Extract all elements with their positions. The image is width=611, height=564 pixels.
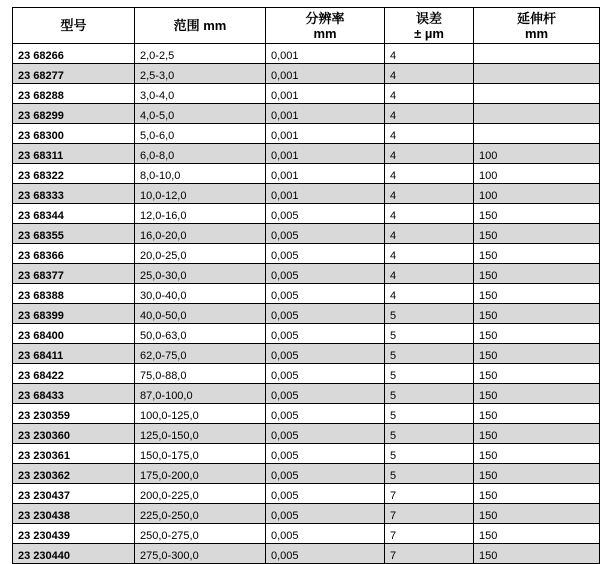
range-cell: 16,0-20,0 xyxy=(135,224,266,244)
model-cell: 23 68344 xyxy=(13,204,135,224)
range-cell: 40,0-50,0 xyxy=(135,304,266,324)
range-cell: 8,0-10,0 xyxy=(135,164,266,184)
header-resolution-label: 分辨率 xyxy=(305,10,345,26)
model-cell: 23 68422 xyxy=(13,364,135,384)
table-row xyxy=(13,284,600,304)
resolution-cell: 0,005 xyxy=(266,344,385,364)
extension-rod-cell: 150 xyxy=(474,464,600,484)
range-cell: 200,0-225,0 xyxy=(135,484,266,504)
model-cell: 23 68266 xyxy=(13,44,135,64)
extension-rod-cell: 150 xyxy=(474,484,600,504)
table-row xyxy=(13,324,600,344)
error-cell: 4 xyxy=(385,124,474,144)
resolution-cell: 0,001 xyxy=(266,124,385,144)
error-cell: 7 xyxy=(385,484,474,504)
table-row xyxy=(13,364,600,384)
model-cell: 23 230439 xyxy=(13,524,135,544)
error-cell: 7 xyxy=(385,504,474,524)
error-cell: 5 xyxy=(385,424,474,444)
header-error-unit: ± µm xyxy=(414,25,444,41)
resolution-cell: 0,005 xyxy=(266,384,385,404)
model-cell: 23 68388 xyxy=(13,284,135,304)
error-cell: 7 xyxy=(385,524,474,544)
error-cell: 4 xyxy=(385,204,474,224)
extension-rod-cell: 100 xyxy=(474,164,600,184)
model-cell: 23 230359 xyxy=(13,404,135,424)
model-cell: 23 68277 xyxy=(13,64,135,84)
error-cell: 5 xyxy=(385,464,474,484)
table-row xyxy=(13,444,600,464)
resolution-cell: 0,001 xyxy=(266,44,385,64)
model-cell: 23 68411 xyxy=(13,344,135,364)
error-cell: 4 xyxy=(385,104,474,124)
extension-rod-cell: 150 xyxy=(474,384,600,404)
error-cell: 4 xyxy=(385,264,474,284)
model-cell: 23 68333 xyxy=(13,184,135,204)
table-body xyxy=(13,44,600,564)
extension-rod-cell: 150 xyxy=(474,224,600,244)
extension-rod-cell: 150 xyxy=(474,344,600,364)
resolution-cell: 0,005 xyxy=(266,504,385,524)
table-row xyxy=(13,224,600,244)
resolution-cell: 0,005 xyxy=(266,484,385,504)
resolution-cell: 0,005 xyxy=(266,284,385,304)
header-model-label: 型号 xyxy=(60,18,87,33)
extension-rod-cell xyxy=(474,84,600,104)
error-cell: 5 xyxy=(385,444,474,464)
error-cell: 4 xyxy=(385,164,474,184)
range-cell: 3,0-4,0 xyxy=(135,84,266,104)
resolution-cell: 0,005 xyxy=(266,404,385,424)
table-row xyxy=(13,504,600,524)
model-cell: 23 230361 xyxy=(13,444,135,464)
resolution-cell: 0,005 xyxy=(266,464,385,484)
model-cell: 23 68311 xyxy=(13,144,135,164)
extension-rod-cell: 150 xyxy=(474,504,600,524)
range-cell: 250,0-275,0 xyxy=(135,524,266,544)
error-cell: 4 xyxy=(385,44,474,64)
range-cell: 87,0-100,0 xyxy=(135,384,266,404)
error-cell: 5 xyxy=(385,324,474,344)
table-row xyxy=(13,104,600,124)
model-cell: 23 68377 xyxy=(13,264,135,284)
extension-rod-cell: 150 xyxy=(474,284,600,304)
spec-table xyxy=(12,7,600,564)
table-row xyxy=(13,464,600,484)
range-cell: 50,0-63,0 xyxy=(135,324,266,344)
error-cell: 5 xyxy=(385,344,474,364)
resolution-cell: 0,005 xyxy=(266,204,385,224)
header-row xyxy=(13,8,600,44)
error-cell: 5 xyxy=(385,364,474,384)
error-cell: 4 xyxy=(385,84,474,104)
extension-rod-cell xyxy=(474,104,600,124)
table-row xyxy=(13,244,600,264)
range-cell: 275,0-300,0 xyxy=(135,544,266,564)
range-cell: 6,0-8,0 xyxy=(135,144,266,164)
header-range-label: 范围 mm xyxy=(173,18,227,33)
error-cell: 7 xyxy=(385,544,474,564)
resolution-cell: 0,001 xyxy=(266,84,385,104)
table-row xyxy=(13,304,600,324)
range-cell: 4,0-5,0 xyxy=(135,104,266,124)
extension-rod-cell: 150 xyxy=(474,324,600,344)
header-model xyxy=(13,8,135,44)
extension-rod-cell: 100 xyxy=(474,144,600,164)
model-cell: 23 68322 xyxy=(13,164,135,184)
extension-rod-cell: 150 xyxy=(474,424,600,444)
error-cell: 4 xyxy=(385,184,474,204)
extension-rod-cell xyxy=(474,124,600,144)
table-row xyxy=(13,544,600,564)
resolution-cell: 0,005 xyxy=(266,264,385,284)
error-cell: 4 xyxy=(385,284,474,304)
table-row xyxy=(13,124,600,144)
extension-rod-cell: 150 xyxy=(474,404,600,424)
range-cell: 2,5-3,0 xyxy=(135,64,266,84)
model-cell: 23 68399 xyxy=(13,304,135,324)
extension-rod-cell: 150 xyxy=(474,304,600,324)
resolution-cell: 0,001 xyxy=(266,144,385,164)
range-cell: 175,0-200,0 xyxy=(135,464,266,484)
error-cell: 4 xyxy=(385,224,474,244)
resolution-cell: 0,005 xyxy=(266,324,385,344)
error-cell: 5 xyxy=(385,304,474,324)
error-cell: 5 xyxy=(385,384,474,404)
header-extension-rod-unit: mm xyxy=(524,25,549,41)
error-cell: 4 xyxy=(385,64,474,84)
resolution-cell: 0,001 xyxy=(266,64,385,84)
range-cell: 20,0-25,0 xyxy=(135,244,266,264)
table-row xyxy=(13,404,600,424)
model-cell: 23 68299 xyxy=(13,104,135,124)
table-row xyxy=(13,264,600,284)
table-row xyxy=(13,64,600,84)
resolution-cell: 0,005 xyxy=(266,364,385,384)
model-cell: 23 230440 xyxy=(13,544,135,564)
extension-rod-cell: 150 xyxy=(474,244,600,264)
model-cell: 23 230362 xyxy=(13,464,135,484)
extension-rod-cell: 150 xyxy=(474,364,600,384)
header-error xyxy=(385,8,474,44)
extension-rod-cell: 150 xyxy=(474,204,600,224)
header-extension-rod xyxy=(474,8,600,44)
resolution-cell: 0,001 xyxy=(266,164,385,184)
model-cell: 23 68433 xyxy=(13,384,135,404)
resolution-cell: 0,005 xyxy=(266,524,385,544)
resolution-cell: 0,005 xyxy=(266,304,385,324)
range-cell: 225,0-250,0 xyxy=(135,504,266,524)
range-cell: 30,0-40,0 xyxy=(135,284,266,304)
extension-rod-cell: 150 xyxy=(474,264,600,284)
table-row xyxy=(13,84,600,104)
range-cell: 25,0-30,0 xyxy=(135,264,266,284)
model-cell: 23 68355 xyxy=(13,224,135,244)
resolution-cell: 0,005 xyxy=(266,244,385,264)
extension-rod-cell: 150 xyxy=(474,544,600,564)
model-cell: 23 230437 xyxy=(13,484,135,504)
range-cell: 10,0-12,0 xyxy=(135,184,266,204)
model-cell: 23 230360 xyxy=(13,424,135,444)
error-cell: 4 xyxy=(385,244,474,264)
model-cell: 23 68366 xyxy=(13,244,135,264)
model-cell: 23 230438 xyxy=(13,504,135,524)
table-row xyxy=(13,424,600,444)
extension-rod-cell: 150 xyxy=(474,444,600,464)
range-cell: 2,0-2,5 xyxy=(135,44,266,64)
range-cell: 100,0-125,0 xyxy=(135,404,266,424)
table-row xyxy=(13,44,600,64)
header-error-label: 误差 xyxy=(415,10,442,26)
range-cell: 125,0-150,0 xyxy=(135,424,266,444)
resolution-cell: 0,001 xyxy=(266,184,385,204)
extension-rod-cell: 100 xyxy=(474,184,600,204)
header-extension-rod-label: 延伸杆 xyxy=(516,10,556,26)
header-resolution xyxy=(266,8,385,44)
range-cell: 12,0-16,0 xyxy=(135,204,266,224)
range-cell: 150,0-175,0 xyxy=(135,444,266,464)
resolution-cell: 0,005 xyxy=(266,224,385,244)
table-row xyxy=(13,164,600,184)
range-cell: 62,0-75,0 xyxy=(135,344,266,364)
extension-rod-cell xyxy=(474,44,600,64)
table-row xyxy=(13,184,600,204)
range-cell: 5,0-6,0 xyxy=(135,124,266,144)
header-range xyxy=(135,8,266,44)
table-row xyxy=(13,144,600,164)
resolution-cell: 0,005 xyxy=(266,444,385,464)
table-row xyxy=(13,384,600,404)
table-row xyxy=(13,484,600,504)
table-row xyxy=(13,344,600,364)
resolution-cell: 0,001 xyxy=(266,104,385,124)
table-row xyxy=(13,524,600,544)
model-cell: 23 68288 xyxy=(13,84,135,104)
resolution-cell: 0,005 xyxy=(266,424,385,444)
model-cell: 23 68300 xyxy=(13,124,135,144)
extension-rod-cell: 150 xyxy=(474,524,600,544)
header-resolution-unit: mm xyxy=(313,25,337,41)
table-row xyxy=(13,204,600,224)
resolution-cell: 0,005 xyxy=(266,544,385,564)
error-cell: 5 xyxy=(385,404,474,424)
range-cell: 75,0-88,0 xyxy=(135,364,266,384)
error-cell: 4 xyxy=(385,144,474,164)
extension-rod-cell xyxy=(474,64,600,84)
model-cell: 23 68400 xyxy=(13,324,135,344)
